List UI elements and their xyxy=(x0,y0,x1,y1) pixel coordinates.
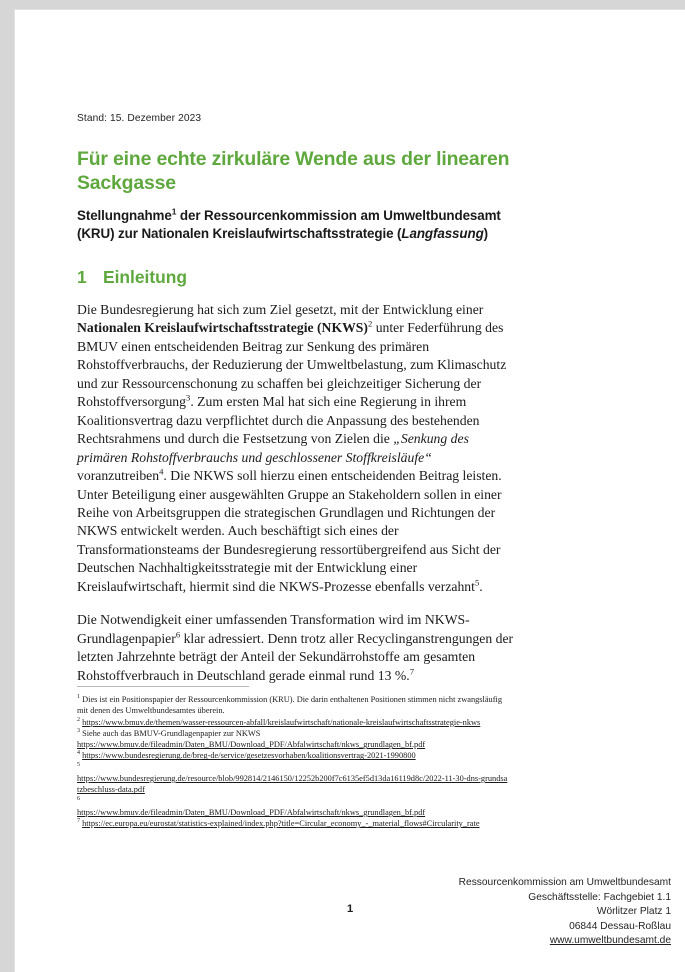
p1-text-6: . xyxy=(479,578,483,594)
footnote-marker: 7 xyxy=(77,818,80,825)
footer-city: 06844 Dessau-Roßlau xyxy=(569,920,671,932)
footnote-marker: 3 xyxy=(77,728,80,735)
footer-website-link[interactable]: www.umweltbundesamt.de xyxy=(549,935,671,947)
subtitle-text-3: ) xyxy=(483,225,489,241)
p2-footnote-marker-6: 6 xyxy=(175,629,181,640)
footer-department: Geschäftsstelle: Fachgebiet 1.1 xyxy=(528,891,671,903)
p2-footnote-marker-7: 7 xyxy=(409,666,415,677)
section-heading-einleitung xyxy=(77,267,515,288)
footnote-item xyxy=(77,728,509,751)
section-title: Einleitung xyxy=(103,267,188,287)
p1-footnote-marker-4: 4 xyxy=(159,466,164,477)
p2-text-2: klar adressiert. Denn trotz aller Recyclinganstrengungen der letzten Jahrzehnte beträgt der Anteil der Sekundärrohstoffe am gesamten Rohstoffverbrauch in Deutschland gerade einmal rund 13 %. xyxy=(77,630,514,683)
footnote-item xyxy=(77,796,509,819)
footnote-marker: 5 xyxy=(77,762,80,768)
document-subtitle xyxy=(77,207,515,242)
document-body xyxy=(77,113,515,700)
document-page xyxy=(14,9,685,972)
footnote-link[interactable]: https://www.bmuv.de/fileadmin/Daten_BMU/Download_PDF/Abfalwirtschaft/nkws_grundlagen_bf.pdf xyxy=(77,740,426,750)
footnote-marker: 6 xyxy=(77,795,80,802)
footnote-text: Siehe auch das BMUV-Grundlagenpapier zur NKWS xyxy=(82,728,261,738)
subtitle-text-2: der Ressourcenkommission am Umweltbundesamt (KRU) zur Nationalen Kreislaufwirtschaftsstrategie ( xyxy=(77,208,501,241)
p1-footnote-marker-2: 2 xyxy=(367,318,373,329)
footnote-separator-rule xyxy=(77,686,249,687)
p1-bold-nkws: Nationalen Kreislaufwirtschaftsstrategie (NKWS) xyxy=(77,320,368,336)
footnote-item xyxy=(77,694,509,717)
document-title: Für eine echte zirkuläre Wende aus der linearen Sackgasse xyxy=(77,148,510,194)
footnote-marker: 2 xyxy=(77,716,80,723)
footer-organization: Ressourcenkommission am Umweltbundesamt xyxy=(458,877,671,888)
p2-text-1: Die Notwendigkeit einer umfassenden Transformation wird im NKWS-Grundlagenpapier xyxy=(77,612,470,646)
paragraph-1 xyxy=(77,301,515,596)
p1-text-3: . Zum ersten Mal hat sich eine Regierung in ihrem Koalitionsvertrag dazu verpflichtet durch die Anpassung des bestehenden Rechtsrahmens und durch die Festsetzung von Zielen die xyxy=(77,394,480,447)
subtitle-footnote-marker: 1 xyxy=(171,206,177,217)
p1-footnote-marker-3: 3 xyxy=(186,392,191,403)
document-date-line: Stand: 15. Dezember 2023 xyxy=(77,113,202,124)
subtitle-text-1: Stellungnahme xyxy=(77,208,172,223)
footer-street: Wörlitzer Platz 1 xyxy=(596,906,671,918)
footnote-link[interactable]: https://ec.europa.eu/eurostat/statistics-explained/index.php?title=Circular_economy_-_material_flows#Circularity_rate xyxy=(82,819,480,829)
p1-text-5: . Die NKWS soll hierzu einen entscheidenden Beitrag leisten. Unter Beteiligung einer ausgewählten Gruppe an Stakeholdern sollen in einer Reihe von Arbeitsgruppen die strategischen Grundlagen und Richtungen der NKWS entwickelt werden. Auch beschäftigt sich eines der Transformationsteams der Bundesregierung ressortübergreifend aus Sicht der Deutschen Nachhaltigkeitsstrategie mit der Entwicklung einer Kreislaufwirtschaft, hiermit sind die NKWS-Prozesse ebenfalls verzahnt xyxy=(77,468,502,594)
p1-text-2: unter Federführung des BMUV einen entscheidenden Beitrag zur Senkung des primären Rohstoffverbrauchs, der Reduzierung der Umweltbelastung, zum Klimaschutz und zur Ressourcenschonung zu schaffen bei gleichzeitiger Sicherung der Rohstoffversorgung xyxy=(77,320,507,410)
page-content-area xyxy=(15,10,685,972)
p1-italic-quote: „Senkung des primären Rohstoffverbrauchs und geschlossener Stoffkreisläufe“ xyxy=(77,431,469,465)
section-number: 1 xyxy=(77,267,87,287)
paragraph-2 xyxy=(77,611,515,685)
footnotes-block xyxy=(77,686,509,830)
footnote-item xyxy=(77,750,509,761)
footnote-link[interactable]: https://www.bmuv.de/themen/wasser-ressourcen-abfall/kreislaufwirtschaft/nationale-kreislaufwirtschaftsstrategie-nkws xyxy=(82,717,481,727)
footnote-link[interactable]: https://www.bundesregierung.de/resource/blob/992814/2146150/12252b200f7c6135ef5d13da16119d8c/2022-11-30-dns-grundsatzbeschluss-data.pdf xyxy=(77,774,508,795)
p1-text-1: Die Bundesregierung hat sich zum Ziel gesetzt, mit der Entwicklung einer xyxy=(77,302,484,317)
footnote-item xyxy=(77,762,509,796)
footnote-item xyxy=(77,717,509,728)
p1-footnote-marker-5: 5 xyxy=(474,577,480,588)
subtitle-italic-langfassung: Langfassung xyxy=(401,225,484,241)
footnote-marker: 4 xyxy=(77,750,80,757)
footnote-text: Dies ist ein Positionspapier der Ressourcenkommission (KRU). Die darin enthaltenen Positionen stimmen nicht zwangsläufig mit denen des Umweltbundesamtes überein. xyxy=(77,695,502,716)
p1-text-4: voranzutreiben xyxy=(77,468,160,484)
page-number: 1 xyxy=(346,903,354,915)
footnote-link[interactable]: https://www.bundesregierung.de/breg-de/service/gesetzesvorhaben/koalitionsvertrag-2021-1990800 xyxy=(82,751,416,761)
footnote-item xyxy=(77,818,509,829)
footnote-link[interactable]: https://www.bmuv.de/fileadmin/Daten_BMU/Download_PDF/Abfalwirtschaft/nkws_grundlagen_bf.pdf xyxy=(77,807,426,817)
footnote-marker: 1 xyxy=(77,694,80,701)
